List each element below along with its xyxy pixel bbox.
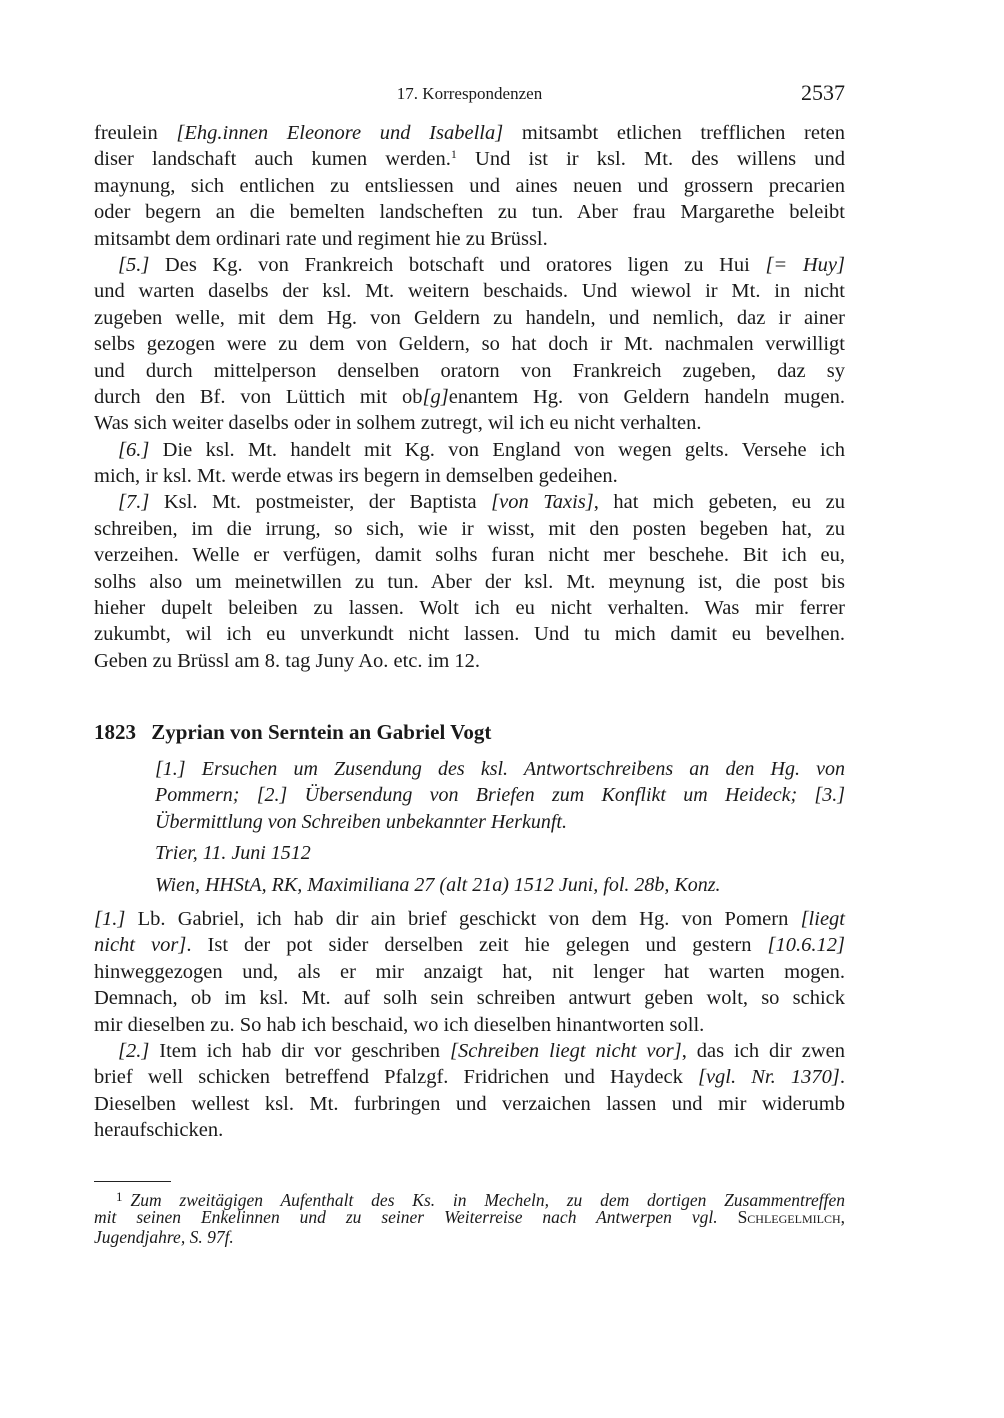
footnote-line bbox=[94, 1227, 845, 1247]
text-line bbox=[94, 226, 845, 252]
regest-line: [1.] Ersuchen um Zusendung des ksl. Antwortschreibens an den Hg. von bbox=[155, 758, 845, 780]
text-line bbox=[94, 595, 845, 621]
text-line bbox=[94, 621, 845, 647]
text-run: schreiben, im die irrung, so sich, wie ir wisst, mit den posten begeben hat, zu bbox=[94, 517, 845, 540]
text-line bbox=[94, 384, 845, 410]
text-line bbox=[94, 985, 845, 1011]
text-run: Und ist ir ksl. Mt. des willens und bbox=[456, 148, 845, 171]
footnote-line bbox=[94, 1187, 845, 1210]
paragraph bbox=[94, 489, 845, 674]
place-date: Trier, 11. Juni 1512 bbox=[155, 842, 311, 865]
footnote-number: 1 bbox=[116, 1189, 123, 1204]
text-run: Zum zweitägigen Aufenthalt des Ks. in Mecheln, zu dem dortigen Zusammentreffen bbox=[130, 1190, 845, 1210]
text-run: maynung, sich entlichen zu entsliessen und aines neuen und grossern precarien bbox=[94, 174, 845, 197]
editorial-note: [Ehg.innen Eleonore und Isabella] bbox=[176, 122, 504, 144]
text-run: verzeihen. Welle er verfügen, damit solhs furan nicht mer beschehe. Bit ich eu, bbox=[94, 544, 845, 567]
page-number: 2537 bbox=[801, 80, 845, 105]
footnote-separator bbox=[94, 1181, 171, 1182]
text-run: Dieselben wellest ksl. Mt. furbringen und verzaichen lassen und mir widerumb bbox=[94, 1092, 845, 1115]
document-title: Zyprian von Serntein an Gabriel Vogt bbox=[151, 720, 492, 744]
running-title: 17. Korrespondenzen bbox=[396, 84, 543, 103]
text-line bbox=[94, 1038, 845, 1064]
footnote-marker: 1 bbox=[450, 147, 457, 162]
editorial-note: [von Taxis] bbox=[491, 491, 594, 514]
editorial-note: [7.] bbox=[118, 491, 150, 514]
editorial-note: [liegt bbox=[800, 908, 845, 930]
paragraph bbox=[94, 437, 845, 490]
text-run: Des Kg. von Frankreich botschaft und oratores ligen zu Hui bbox=[149, 253, 766, 276]
text-run: solhs also um meinetwillen zu tun. Aber der ksl. Mt. meynung ist, die post bis bbox=[94, 570, 845, 593]
text-run: Schlegelmilch, bbox=[737, 1207, 845, 1227]
text-run: Lb. Gabriel, ich hab dir ain brief geschickt von dem Hg. von Pomern bbox=[125, 908, 801, 930]
text-line bbox=[94, 1117, 845, 1143]
text-line bbox=[94, 516, 845, 542]
text-run: freulein bbox=[94, 122, 177, 144]
text-line bbox=[94, 906, 845, 932]
regest-line: Pommern; [2.] Übersendung von Briefen zum Konflikt um Heideck; [3.] bbox=[155, 784, 845, 807]
text-line bbox=[94, 252, 845, 278]
text-run: mitsambt dem ordinari rate und regiment hie zu Brüssl. bbox=[94, 227, 548, 250]
letter-text bbox=[94, 906, 845, 1144]
text-run: . bbox=[839, 1066, 845, 1089]
text-run: zukumbt, wil ich eu unverkundt nicht lassen. Und tu mich damit eu bevelhen. bbox=[94, 623, 845, 646]
text-line bbox=[94, 1091, 845, 1117]
text-line bbox=[94, 1012, 845, 1038]
text-line bbox=[94, 932, 845, 958]
running-header bbox=[94, 80, 845, 106]
text-line bbox=[94, 278, 845, 304]
text-line bbox=[94, 120, 845, 146]
text-line bbox=[94, 489, 845, 515]
paragraph bbox=[94, 120, 845, 252]
text-run: zugeben welle, mit dem Hg. von Geldern zu handeln, und nemlich, daz ir ainer bbox=[94, 306, 845, 329]
text-line bbox=[94, 1064, 845, 1090]
paragraph bbox=[94, 906, 845, 1038]
text-run: heraufschicken. bbox=[94, 1119, 224, 1142]
text-run: Die ksl. Mt. handelt mit Kg. von England von wegen gelts. Versehe ich bbox=[149, 438, 845, 461]
text-run: mit seinen Enkelinnen und zu seiner Weiterreise nach Antwerpen vgl. bbox=[94, 1207, 738, 1227]
source-reference: Wien, HHStA, RK, Maximiliana 27 (alt 21a) 1512 Juni, fol. 28b, Konz. bbox=[155, 873, 721, 896]
text-line bbox=[94, 173, 845, 199]
text-line bbox=[94, 410, 845, 436]
document-number: 1823 bbox=[94, 720, 136, 744]
text-line bbox=[94, 199, 845, 225]
text-run: , hat mich gebeten, eu zu bbox=[593, 491, 845, 514]
text-run: oder begern an die bemelten landscheften zu tun. Aber frau Margarethe beleibt bbox=[94, 201, 845, 224]
text-run: Demnach, ob im ksl. Mt. auf solh sein schreiben antwurt geben wolt, so schick bbox=[94, 987, 845, 1010]
text-run: Jugendjahre, S. 97f. bbox=[94, 1227, 234, 1247]
text-run: brief well schicken betreffend Pfalzgf. Fridrichen und Haydeck bbox=[94, 1066, 698, 1089]
text-run: mitsambt etlichen trefflichen reten bbox=[503, 122, 846, 144]
text-line bbox=[94, 146, 845, 172]
editorial-note: [2.] bbox=[118, 1039, 150, 1062]
editorial-note: [6.] bbox=[118, 438, 150, 461]
editorial-note: [vgl. Nr. 1370] bbox=[697, 1066, 840, 1089]
editorial-note: [5.] bbox=[118, 253, 150, 276]
letter-text-continued bbox=[94, 120, 845, 674]
text-run: selbs gezogen were zu dem von Geldern, so hat doch ir Mt. nachmalen verwilligt bbox=[94, 333, 845, 356]
editorial-note: [g] bbox=[422, 385, 449, 408]
text-line bbox=[94, 569, 845, 595]
text-line bbox=[94, 358, 845, 384]
text-run: Geben zu Brüssl am 8. tag Juny Ao. etc. im 12. bbox=[94, 649, 481, 672]
footnote bbox=[94, 1187, 845, 1247]
text-line bbox=[94, 437, 845, 463]
editorial-note: [1.] bbox=[94, 908, 126, 930]
text-line bbox=[94, 959, 845, 985]
editorial-note: nicht vor] bbox=[94, 934, 187, 957]
text-line bbox=[94, 463, 845, 489]
editorial-note: [Schreiben liegt nicht vor] bbox=[450, 1039, 682, 1062]
text-run: . Ist der pot sider derselben zeit hie gelegen und gestern bbox=[186, 934, 768, 957]
text-line bbox=[94, 305, 845, 331]
text-line bbox=[94, 648, 845, 674]
text-run: Item ich hab dir vor geschriben bbox=[149, 1039, 450, 1062]
text-line bbox=[94, 331, 845, 357]
paragraph bbox=[94, 1038, 845, 1144]
editorial-note: [10.6.12] bbox=[767, 934, 845, 957]
text-run: diser landschaft auch kumen werden. bbox=[94, 148, 451, 171]
editorial-note: [= Huy] bbox=[765, 253, 845, 276]
text-run: hinweggezogen und, als er mir anzaigt hat, nit lenger hat warten mogen. bbox=[94, 960, 845, 983]
text-run: und warten daselbs der ksl. Mt. weitern beschaids. Und wiewol ir Mt. in nicht bbox=[94, 280, 845, 303]
text-run: Was sich weiter daselbs oder in solhem zutregt, wil ich eu nicht verhalten. bbox=[94, 412, 702, 435]
text-run: enantem Hg. von Geldern handeln mugen. bbox=[448, 385, 845, 408]
regest-line: Übermittlung von Schreiben unbekannter Herkunft. bbox=[155, 810, 567, 833]
regest bbox=[155, 756, 845, 898]
text-run: hieher dupelt beleiben zu lassen. Wolt ich eu nicht verhalten. Was mir ferrer bbox=[94, 597, 845, 620]
text-run: mich, ir ksl. Mt. werde etwas irs begern in demselben gedeihen. bbox=[94, 465, 618, 488]
document-heading bbox=[94, 720, 491, 745]
footnote-line bbox=[94, 1207, 845, 1227]
text-run: mir dieselben zu. So hab ich beschaid, wo ich dieselben hinantworten soll. bbox=[94, 1013, 705, 1036]
text-line bbox=[94, 542, 845, 568]
paragraph bbox=[94, 252, 845, 437]
text-run: Ksl. Mt. postmeister, der Baptista bbox=[149, 491, 492, 514]
text-run: und durch mittelperson denselben oratorn von Frankreich zugeben, daz sy bbox=[94, 359, 845, 382]
text-run: durch den Bf. von Lüttich mit ob bbox=[94, 385, 423, 408]
text-run: , das ich dir zwen bbox=[681, 1039, 845, 1062]
